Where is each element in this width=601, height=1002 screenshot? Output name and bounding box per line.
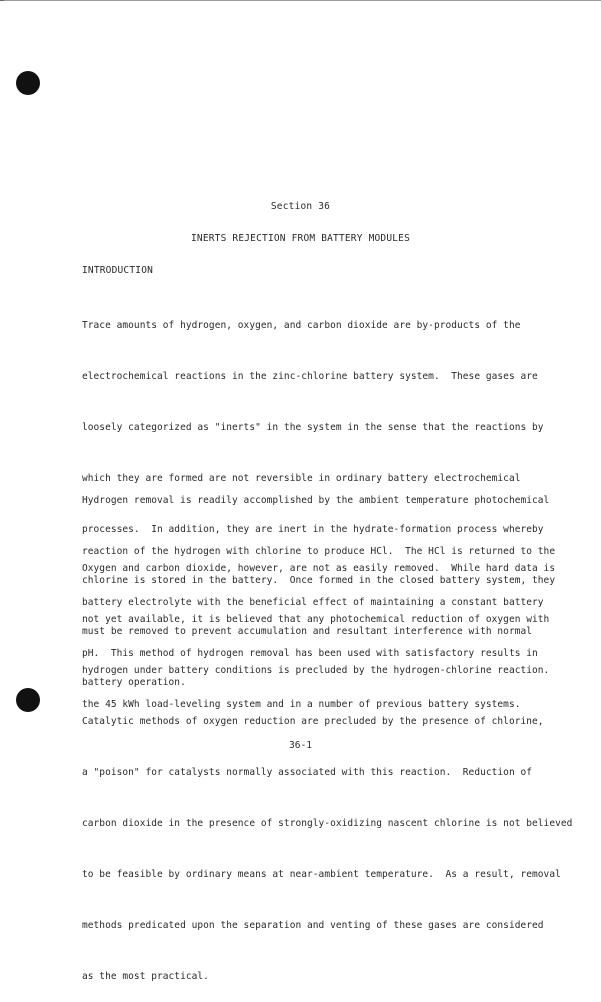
text-line: Trace amounts of hydrogen, oxygen, and carbon dioxide are by-products of the bbox=[82, 320, 521, 331]
text-line: as the most practical. bbox=[82, 971, 209, 982]
text-line: carbon dioxide in the presence of strongly-oxidizing nascent chlorine is not believed bbox=[82, 818, 573, 829]
text-line: processes. In addition, they are inert in the hydrate-formation process whereby bbox=[82, 524, 544, 535]
text-line: methods predicated upon the separation and venting of these gases are considered bbox=[82, 920, 544, 931]
text-line: electrochemical reactions in the zinc-chlorine battery system. These gases are bbox=[82, 371, 538, 382]
subheading-introduction: INTRODUCTION bbox=[82, 265, 154, 276]
text-line: chlorine is stored in the battery. Once formed in the closed battery system, they bbox=[82, 575, 556, 586]
section-title: INERTS REJECTION FROM BATTERY MODULES bbox=[190, 233, 411, 244]
text-line: battery electrolyte with the beneficial effect of maintaining a constant battery bbox=[82, 597, 544, 608]
text-line: Hydrogen removal is readily accomplished by the ambient temperature photochemical bbox=[82, 495, 550, 506]
top-edge-rule bbox=[4, 0, 601, 1]
section-number: Section 36 bbox=[270, 201, 331, 212]
paragraph-3 bbox=[82, 526, 573, 1002]
text-line: pH. This method of hydrogen removal has been used with satisfactory results in bbox=[82, 648, 538, 659]
page-number: 36-1 bbox=[289, 740, 312, 751]
text-line: which they are formed are not reversible in ordinary battery electrochemical bbox=[82, 473, 521, 484]
text-line: the 45 kWh load-leveling system and in a number of previous battery systems. bbox=[82, 699, 521, 710]
text-line: hydrogen under battery conditions is precluded by the hydrogen-chlorine reaction. bbox=[82, 665, 550, 676]
text-line: Oxygen and carbon dioxide, however, are not as easily removed. While hard data is bbox=[82, 563, 556, 574]
text-line: must be removed to prevent accumulation and resultant interference with normal bbox=[82, 626, 533, 637]
text-line: a "poison" for catalysts normally associated with this reaction. Reduction of bbox=[82, 767, 533, 778]
punch-hole-top bbox=[16, 71, 40, 95]
punch-hole-bottom bbox=[16, 688, 40, 712]
text-line: battery operation. bbox=[82, 677, 186, 688]
text-line: to be feasible by ordinary means at near-ambient temperature. As a result, removal bbox=[82, 869, 561, 880]
text-line: Catalytic methods of oxygen reduction are precluded by the presence of chlorine, bbox=[82, 716, 544, 727]
text-line: not yet available, it is believed that any photochemical reduction of oxygen with bbox=[82, 614, 550, 625]
text-line: reaction of the hydrogen with chlorine to produce HCl. The HCl is returned to the bbox=[82, 546, 556, 557]
text-line: loosely categorized as "inerts" in the system in the sense that the reactions by bbox=[82, 422, 544, 433]
